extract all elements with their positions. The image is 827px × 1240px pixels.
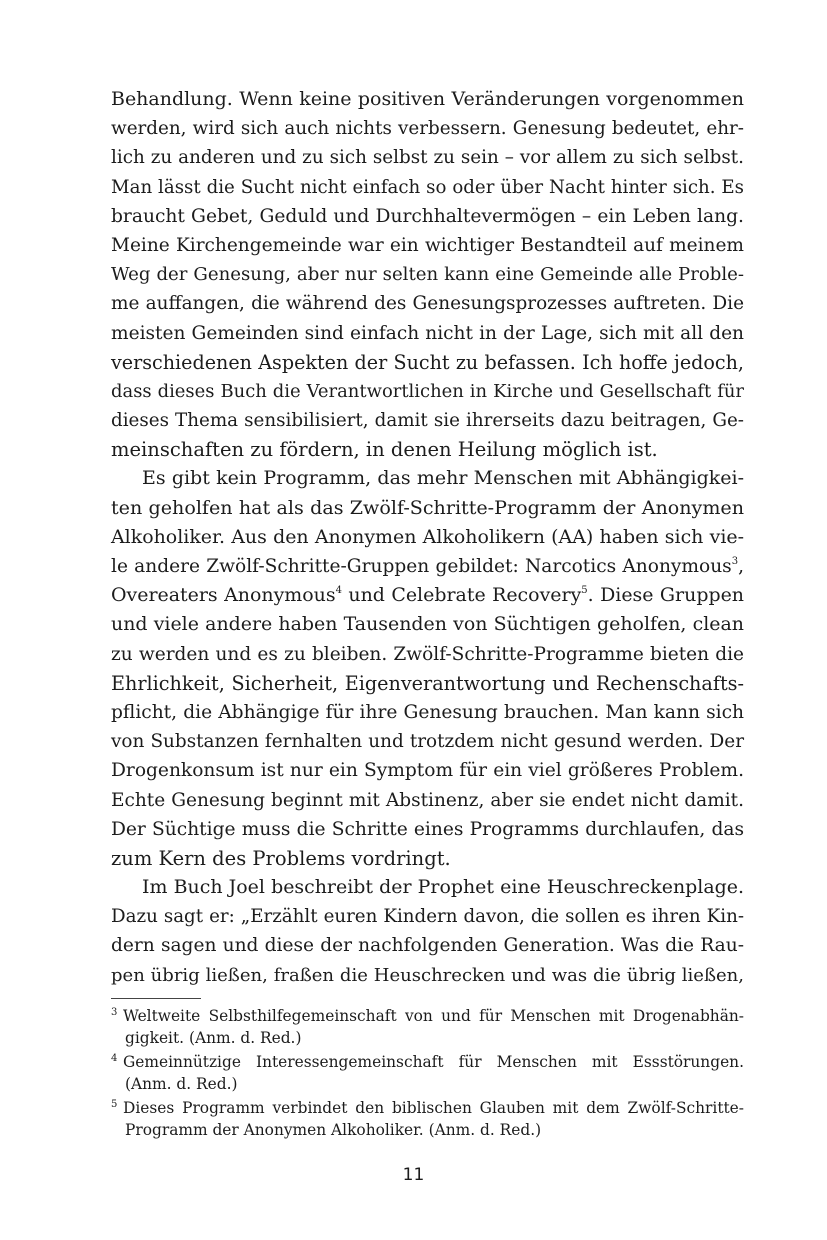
text-line: von Substanzen fernhalten und trotzdem nicht gesund werden. Der <box>111 731 744 753</box>
footnote-ref-5[interactable]: 5 <box>581 585 588 597</box>
footnote-line: Programm der Anonymen Alkoholiker. (Anm. d. Red.) <box>125 1120 542 1139</box>
page-number: 11 <box>402 1165 425 1185</box>
footnotes <box>111 1006 744 1145</box>
footnote-line: 5 Dieses Programm verbindet den biblischen Glauben mit dem Zwölf-Schritte- <box>111 1099 744 1118</box>
body-text <box>111 85 744 990</box>
text-segment: . Diese Gruppen <box>587 584 745 607</box>
text-line: dieses Thema sensibilisiert, damit sie ihrerseits dazu beitragen, Ge- <box>111 410 744 432</box>
footnote-text: Dieses Programm verbindet den biblischen Glauben mit dem Zwölf-Schritte- <box>123 1099 744 1118</box>
text-line: meisten Gemeinden sind einfach nicht in der Lage, sich mit all den <box>111 322 744 344</box>
text-line: Ehrlichkeit, Sicherheit, Eigenverantwortung und Rechenschafts- <box>111 671 744 695</box>
text-line: Es gibt kein Programm, das mehr Menschen mit Abhängigkei- <box>142 467 744 490</box>
footnote-text: Gemeinnützige Interessengemeinschaft für Menschen mit Essstörungen. <box>123 1053 744 1072</box>
text-line: Man lässt die Sucht nicht einfach so oder über Nacht hinter sich. Es <box>111 176 744 198</box>
footnote-line: 3 Weltweite Selbsthilfegemeinschaft von und für Menschen mit Drogenabhän- <box>111 1007 744 1025</box>
text-line: dass dieses Buch die Verantwortlichen in Kirche und Gesellschaft für <box>111 380 744 402</box>
footnote-3 <box>111 1006 744 1049</box>
text-line: lich zu anderen und zu sich selbst zu sein – vor allem zu sich selbst. <box>111 147 744 169</box>
text-segment: und Celebrate Recovery <box>341 584 582 607</box>
text-line <box>111 552 744 581</box>
text-line: dern sagen und diese der nachfolgenden Generation. Was die Rau- <box>111 935 744 957</box>
text-line: werden, wird sich auch nichts verbessern. Genesung bedeutet, ehr- <box>111 118 744 140</box>
text-line: Der Süchtige muss die Schritte eines Programms durchlaufen, das <box>111 818 744 840</box>
footnote-divider <box>111 998 201 999</box>
footnote-5 <box>111 1098 744 1141</box>
text-segment: Overeaters Anonymous <box>111 584 336 607</box>
footnote-ref-3[interactable]: 3 <box>731 556 739 567</box>
text-line <box>111 581 744 610</box>
text-line: Drogenkonsum ist nur ein Symptom für ein viel größeres Problem. <box>111 760 744 782</box>
text-line: und viele andere haben Tausenden von Süchtigen geholfen, clean <box>111 613 744 636</box>
paragraph-3 <box>111 873 744 990</box>
footnote-line: (Anm. d. Red.) <box>125 1074 238 1093</box>
footnote-ref-4[interactable]: 4 <box>335 585 342 597</box>
text-line: Echte Genesung beginnt mit Abstinenz, aber sie endet nicht damit. <box>111 789 744 811</box>
paragraph-2 <box>111 464 744 873</box>
text-line: pen übrig ließen, fraßen die Heuschrecken und was die übrig ließen, <box>111 964 744 986</box>
text-line: Dazu sagt er: „Erzählt euren Kindern davon, die sollen es ihren Kin- <box>111 906 744 928</box>
text-line: Weg der Genesung, aber nur selten kann eine Gemeinde alle Proble- <box>111 264 744 286</box>
footnote-text: Weltweite Selbsthilfegemeinschaft von und für Menschen mit Drogenabhän- <box>123 1007 744 1025</box>
text-segment: , <box>738 556 744 577</box>
text-line: zu werden und es zu bleiben. Zwölf-Schritte-Programme bieten die <box>111 643 744 665</box>
footnote-line: 4 Gemeinnützige Interessengemeinschaft für Menschen mit Essstörungen. <box>111 1053 744 1072</box>
text-line: zum Kern des Problems vordringt. <box>111 846 451 870</box>
text-line: verschiedenen Aspekten der Sucht zu befassen. Ich hoffe jedoch, <box>111 350 744 374</box>
text-line: pflicht, die Abhängige für ihre Genesung brauchen. Man kann sich <box>111 701 744 723</box>
text-line: Im Buch Joel beschreibt der Prophet eine Heuschreckenplage. <box>142 876 744 899</box>
text-line: meinschaften zu fördern, in denen Heilung möglich ist. <box>111 438 658 462</box>
text-line: Behandlung. Wenn keine positiven Veränderungen vorgenommen <box>111 88 744 110</box>
footnote-4 <box>111 1052 744 1095</box>
footnote-line: gigkeit. (Anm. d. Red.) <box>125 1028 302 1047</box>
text-line: braucht Gebet, Geduld und Durchhaltevermögen – ein Leben lang. <box>111 205 744 227</box>
text-line: Alkoholiker. Aus den Anonymen Alkoholikern (AA) haben sich vie- <box>111 525 744 548</box>
text-line: Meine Kirchengemeinde war ein wichtiger Bestandteil auf meinem <box>111 234 744 256</box>
text-line: me auffangen, die während des Genesungsprozesses auftreten. Die <box>111 293 744 315</box>
paragraph-1 <box>111 85 744 464</box>
text-segment: le andere Zwölf-Schritte-Gruppen gebildet: Narcotics Anonymous <box>111 556 732 577</box>
text-line: ten geholfen hat als das Zwölf-Schritte-Programm der Anonymen <box>111 496 744 519</box>
